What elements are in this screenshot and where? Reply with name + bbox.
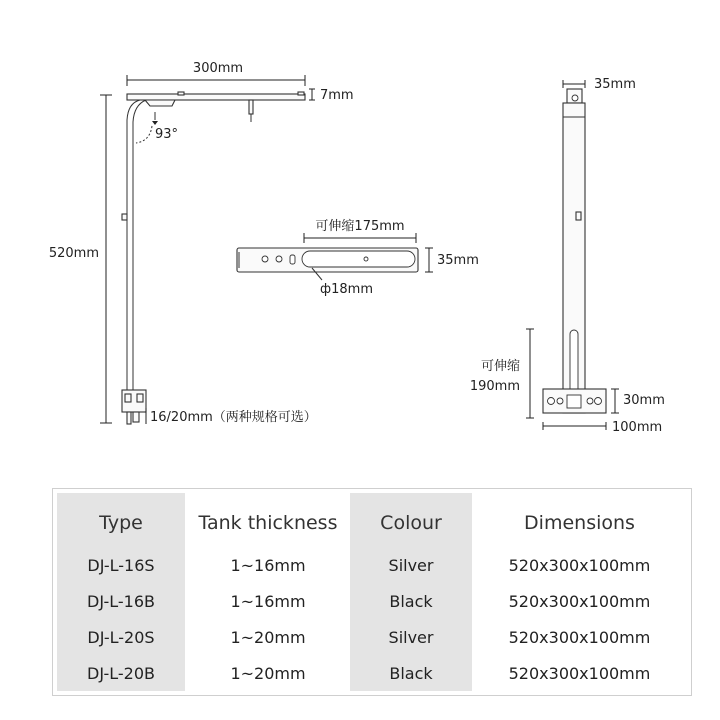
tank-thickness-header: Tank thickness bbox=[198, 512, 338, 534]
table-row-cell: 520x300x100mm bbox=[508, 556, 651, 575]
colour-column bbox=[350, 493, 472, 691]
side-telescopic-label-1: 可伸缩 bbox=[480, 359, 520, 374]
clamp-label: 16/20mm（两种规格可选） bbox=[150, 410, 317, 425]
table-row-cell: 520x300x100mm bbox=[508, 592, 651, 611]
table-row-cell: Black bbox=[389, 664, 433, 683]
table-row-cell: Silver bbox=[388, 556, 434, 575]
height-label: 520mm bbox=[48, 246, 99, 261]
table-row-cell: 1~20mm bbox=[230, 664, 306, 683]
table-row-cell: 520x300x100mm bbox=[508, 664, 651, 683]
colour-header: Colour bbox=[380, 512, 442, 534]
table-row-cell: DJ-L-20B bbox=[87, 664, 155, 683]
dimensions-column bbox=[472, 493, 687, 691]
top-thickness-label: 7mm bbox=[320, 88, 354, 103]
table-row-cell: DJ-L-16S bbox=[87, 556, 155, 575]
base-width-label: 100mm bbox=[612, 420, 663, 435]
table-row-cell: DJ-L-20S bbox=[87, 628, 155, 647]
hole-diameter-label: ф18mm bbox=[320, 282, 373, 297]
table-row-cell: Silver bbox=[388, 628, 434, 647]
table-row-cell: 520x300x100mm bbox=[508, 628, 651, 647]
plate-telescopic-label: 可伸缩175mm bbox=[315, 219, 405, 234]
base-height-label: 30mm bbox=[623, 393, 665, 408]
table-row-cell: Black bbox=[389, 592, 433, 611]
type-column bbox=[57, 493, 185, 691]
table-row-cell: 1~16mm bbox=[230, 592, 306, 611]
top-width-label: 300mm bbox=[192, 61, 244, 76]
tank-thickness-column bbox=[185, 493, 351, 691]
table-row-cell: 1~16mm bbox=[230, 556, 306, 575]
dimensions-header: Dimensions bbox=[524, 512, 635, 534]
side-telescopic-label-2: 190mm bbox=[469, 379, 520, 394]
plate-width-label: 35mm bbox=[437, 253, 479, 268]
spec-table bbox=[52, 488, 692, 696]
stand-front-view bbox=[543, 89, 606, 413]
table-row-cell: DJ-L-16B bbox=[87, 592, 155, 611]
table-row-cell: 1~20mm bbox=[230, 628, 306, 647]
type-header: Type bbox=[99, 512, 143, 534]
side-width-label: 35mm bbox=[594, 77, 636, 92]
sliding-plate bbox=[237, 248, 418, 280]
angle-label: 93° bbox=[155, 127, 179, 142]
